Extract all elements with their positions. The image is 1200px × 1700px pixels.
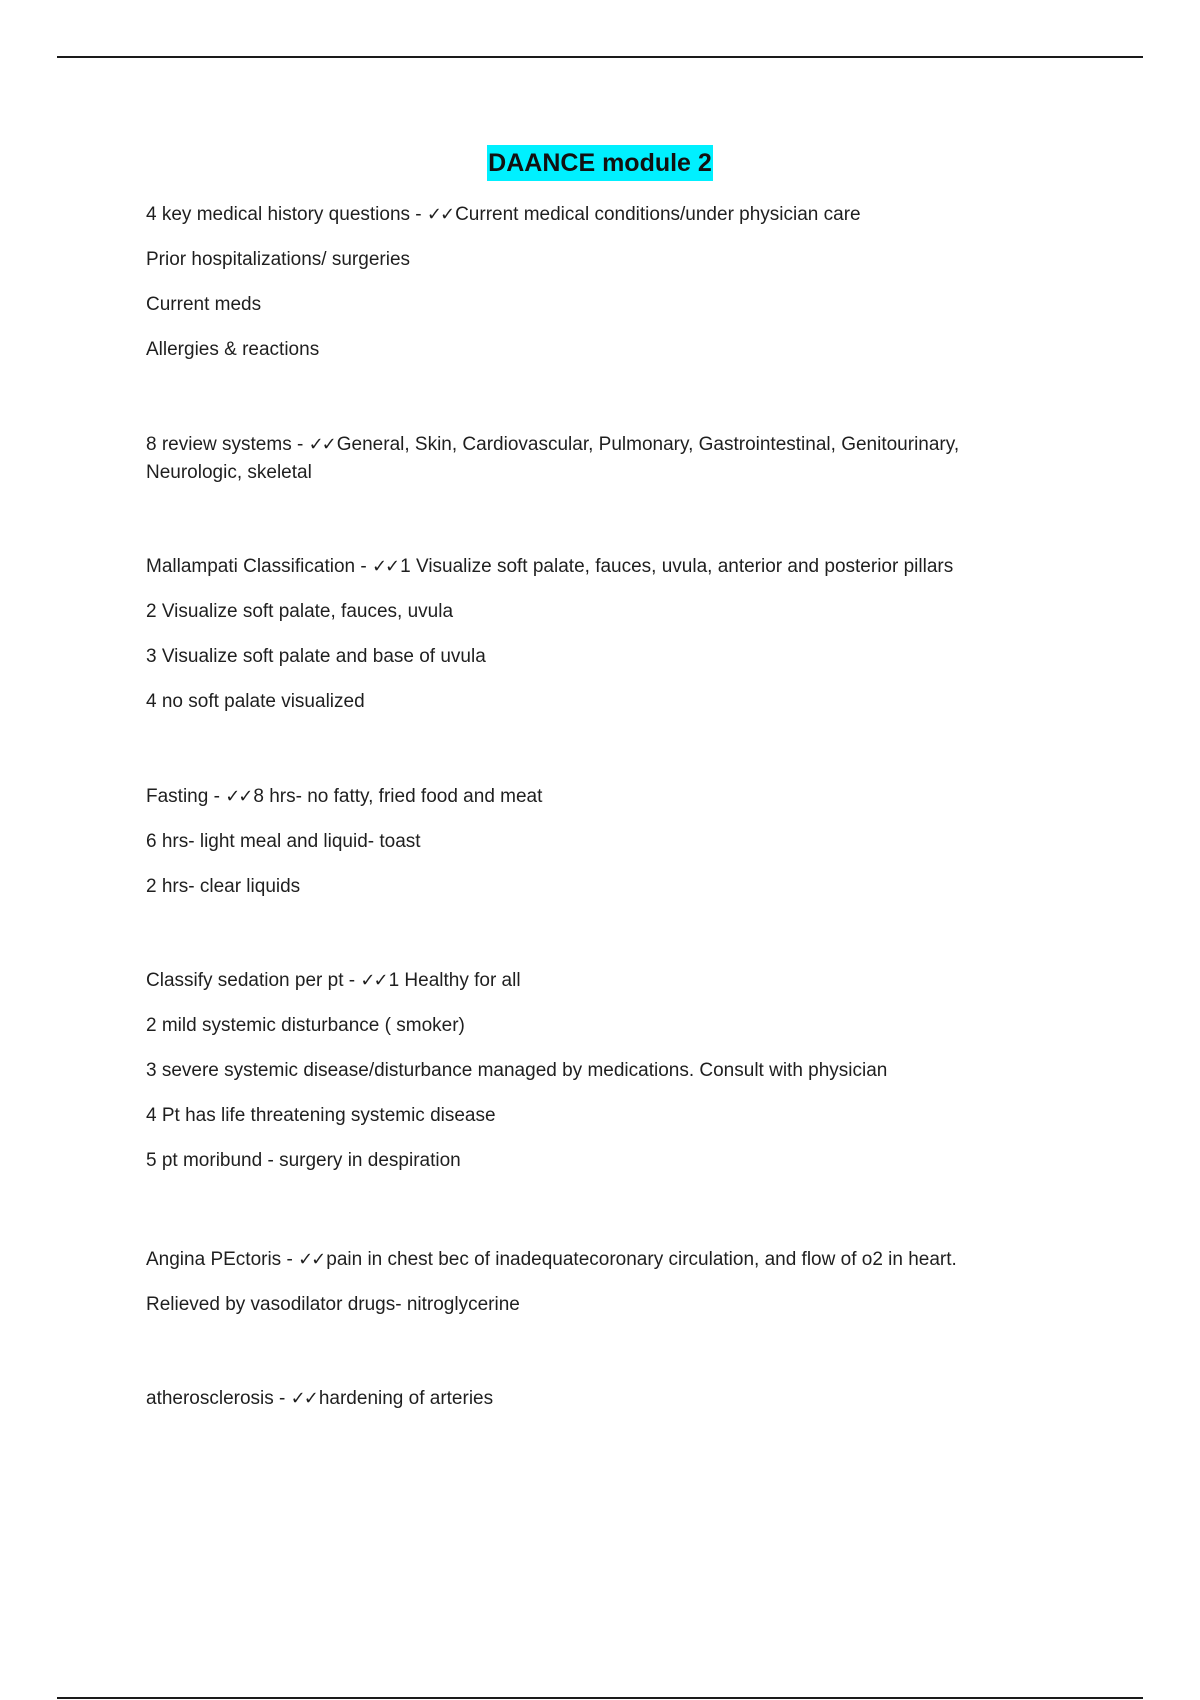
flashcard-atherosclerosis xyxy=(146,1387,1046,1432)
answer-line: Prior hospitalizations/ surgeries xyxy=(146,249,411,270)
double-check-icon: ✓✓ xyxy=(360,970,387,991)
flashcard-classify-sedation xyxy=(146,969,1046,1194)
answer-line: Current meds xyxy=(146,294,262,315)
page-title: DAANCE module 2 xyxy=(487,145,713,181)
flashcard-question-line xyxy=(146,1248,1046,1293)
answer-line: 2 Visualize soft palate, fauces, uvula xyxy=(146,601,454,622)
flashcard-angina-pectoris xyxy=(146,1248,1046,1338)
flashcard-answer: Current medical conditions/under physician care xyxy=(455,204,861,225)
separator: - xyxy=(281,1249,299,1270)
flashcard-mallampati xyxy=(146,555,1046,735)
title-container xyxy=(0,145,1200,181)
answer-line: 4 no soft palate visualized xyxy=(146,691,365,712)
double-check-icon: ✓✓ xyxy=(426,204,454,225)
flashcard-term: Classify sedation per pt xyxy=(146,970,344,991)
flashcard-fasting xyxy=(146,785,1046,920)
separator: - xyxy=(291,434,309,455)
separator: - xyxy=(343,970,361,991)
double-check-icon: ✓✓ xyxy=(290,1388,317,1409)
answer-line: 4 Pt has life threatening systemic disease xyxy=(146,1105,496,1126)
flashcard-answer: hardening of arteries xyxy=(318,1388,494,1409)
answer-line: 2 mild systemic disturbance ( smoker) xyxy=(146,1015,465,1036)
flashcard-question-line xyxy=(146,203,1046,248)
flashcard-question-line xyxy=(146,1387,1046,1432)
separator: - xyxy=(410,204,427,225)
double-check-icon: ✓✓ xyxy=(371,556,399,577)
flashcard-term: Mallampati Classification xyxy=(146,556,356,577)
answer-line: 5 pt moribund - surgery in despiration xyxy=(146,1150,461,1171)
separator: - xyxy=(355,556,372,577)
bottom-divider xyxy=(57,1697,1143,1699)
flashcard-answer: 1 Visualize soft palate, fauces, uvula, anterior and posterior pillars xyxy=(400,556,954,577)
flashcard-answer: 8 hrs- no fatty, fried food and meat xyxy=(253,786,543,807)
flashcard-term: 8 review systems xyxy=(146,434,292,455)
flashcard-review-systems xyxy=(146,431,1046,483)
separator: - xyxy=(208,786,226,807)
answer-line: 2 hrs- clear liquids xyxy=(146,876,301,897)
flashcard-term: 4 key medical history questions xyxy=(146,204,411,225)
flashcard-medical-history xyxy=(146,203,1046,383)
flashcard-term: Angina PEctoris xyxy=(146,1249,282,1270)
double-check-icon: ✓✓ xyxy=(225,786,252,807)
flashcard-answer: General, Skin, Cardiovascular, Pulmonary, Gastrointestinal, Genitourinary, Neurologic, skeletal xyxy=(146,434,960,483)
flashcard-question-line xyxy=(146,431,1036,483)
separator: - xyxy=(273,1388,291,1409)
answer-line: 3 Visualize soft palate and base of uvula xyxy=(146,646,486,667)
top-divider xyxy=(57,56,1143,58)
double-check-icon: ✓✓ xyxy=(298,1249,325,1270)
flashcard-answer: 1 Healthy for all xyxy=(388,970,521,991)
flashcard-question-line xyxy=(146,555,1046,600)
flashcard-term: atherosclerosis xyxy=(146,1388,274,1409)
answer-line: Relieved by vasodilator drugs- nitroglycerine xyxy=(146,1294,520,1315)
flashcard-term: Fasting xyxy=(146,786,209,807)
answer-line: Allergies & reactions xyxy=(146,339,320,360)
answer-line: 6 hrs- light meal and liquid- toast xyxy=(146,831,421,852)
double-check-icon: ✓✓ xyxy=(308,434,335,455)
answer-line: 3 severe systemic disease/disturbance managed by medications. Consult with physician xyxy=(146,1060,888,1081)
flashcard-answer: pain in chest bec of inadequatecoronary circulation, and flow of o2 in heart. xyxy=(326,1249,957,1270)
flashcard-question-line xyxy=(146,969,1046,1014)
flashcard-question-line xyxy=(146,785,1046,830)
